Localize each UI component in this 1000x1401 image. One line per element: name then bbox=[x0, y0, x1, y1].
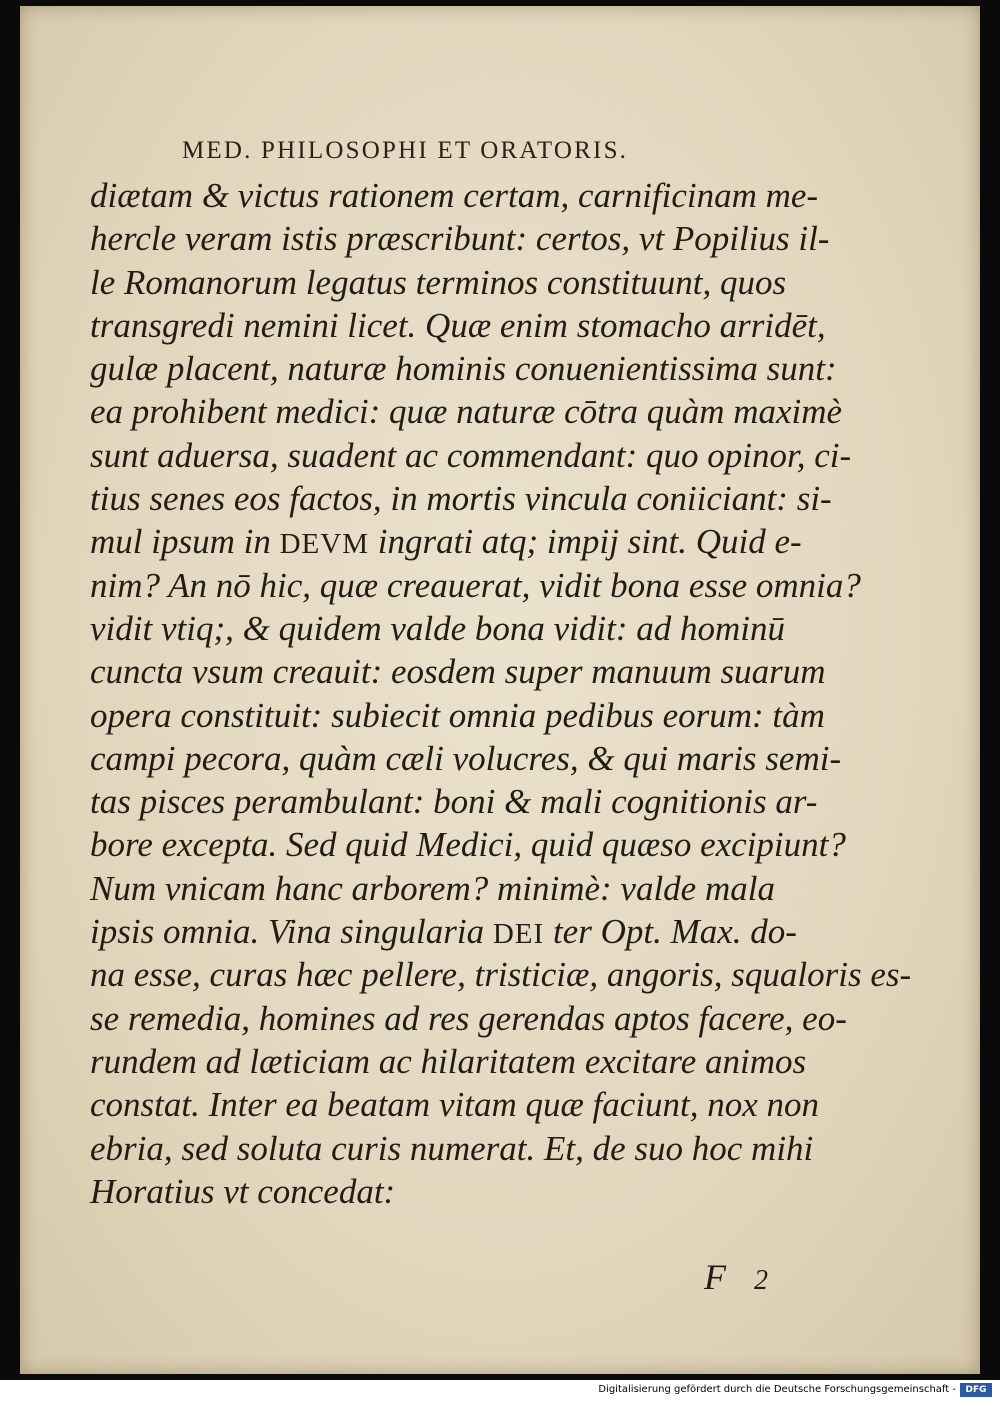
text-line: hercle veram istis præscribunt: certos, vt Popilius il- bbox=[90, 219, 830, 259]
signature-mark bbox=[704, 1256, 768, 1298]
text-line bbox=[90, 910, 920, 953]
text-line: opera constituit: subiecit omnia pedibus eorum: tàm bbox=[90, 695, 825, 735]
text-run: ingrati atq; impij sint. Quid e- bbox=[369, 522, 802, 562]
text-line: nim? An nō hic, quæ creauerat, vidit bona esse omnia? bbox=[90, 565, 861, 605]
text-line: cuncta vsum creauit: eosdem super manuum suarum bbox=[90, 652, 826, 692]
text-run: ter Opt. Max. do- bbox=[544, 912, 797, 952]
text-line: ea prohibent medici: quæ naturæ cōtra quàm maximè bbox=[90, 392, 843, 432]
page-body bbox=[90, 174, 920, 1213]
text-line: Num vnicam hanc arborem? minimè: valde mala bbox=[90, 868, 775, 908]
text-line: gulæ placent, naturæ hominis conuenientissima sunt: bbox=[90, 349, 837, 389]
text-line: na esse, curas hæc pellere, tristiciæ, angoris, squaloris es- bbox=[90, 955, 912, 995]
book-page bbox=[20, 6, 980, 1374]
text-line: tas pisces perambulant: boni & mali cognitionis ar- bbox=[90, 782, 818, 822]
text-line: diætam & victus rationem certam, carnificinam me- bbox=[90, 176, 819, 215]
text-line: tius senes eos factos, in mortis vincula coniiciant: si- bbox=[90, 479, 832, 519]
text-run: mul ipsum in bbox=[90, 522, 280, 562]
text-line bbox=[90, 520, 920, 563]
digitization-credit: Digitalisierung gefördert durch die Deutsche Forschungsgemeinschaft - bbox=[598, 1384, 956, 1395]
text-line: Horatius vt concedat: bbox=[90, 1171, 396, 1211]
running-head: MED. PHILOSOPHI ET ORATORIS. bbox=[182, 137, 629, 164]
text-line: vidit vtiq;, & quidem valde bona vidit: ad hominū bbox=[90, 608, 786, 648]
text-line: transgredi nemini licet. Quæ enim stomacho arridēt, bbox=[90, 305, 826, 345]
signature-letter: F bbox=[704, 1257, 726, 1297]
text-line: le Romanorum legatus terminos constituunt, quos bbox=[90, 262, 787, 302]
text-line: campi pecora, quàm cæli volucres, & qui maris semi- bbox=[90, 738, 842, 778]
text-run: ipsis omnia. Vina singularia bbox=[90, 912, 485, 952]
text-line: rundem ad læticiam ac hilaritatem excitare animos bbox=[90, 1041, 807, 1081]
footer-bar bbox=[0, 1380, 1000, 1401]
text-line: bore excepta. Sed quid Medici, quid quæso excipiunt? bbox=[90, 825, 846, 865]
text-line: constat. Inter ea beatam vitam quæ faciunt, nox non bbox=[90, 1085, 820, 1125]
text-line: sunt aduersa, suadent ac commendant: quo opinor, ci- bbox=[90, 435, 852, 475]
signature-number: 2 bbox=[754, 1265, 768, 1296]
text-line: ebria, sed soluta curis numerat. Et, de suo hoc mihi bbox=[90, 1128, 814, 1168]
text-line: se remedia, homines ad res gerendas aptos facere, eo- bbox=[90, 998, 847, 1038]
small-caps-word: DEVM bbox=[279, 528, 369, 561]
small-caps-word: DEI bbox=[492, 918, 545, 951]
dfg-logo: DFG bbox=[960, 1383, 992, 1397]
